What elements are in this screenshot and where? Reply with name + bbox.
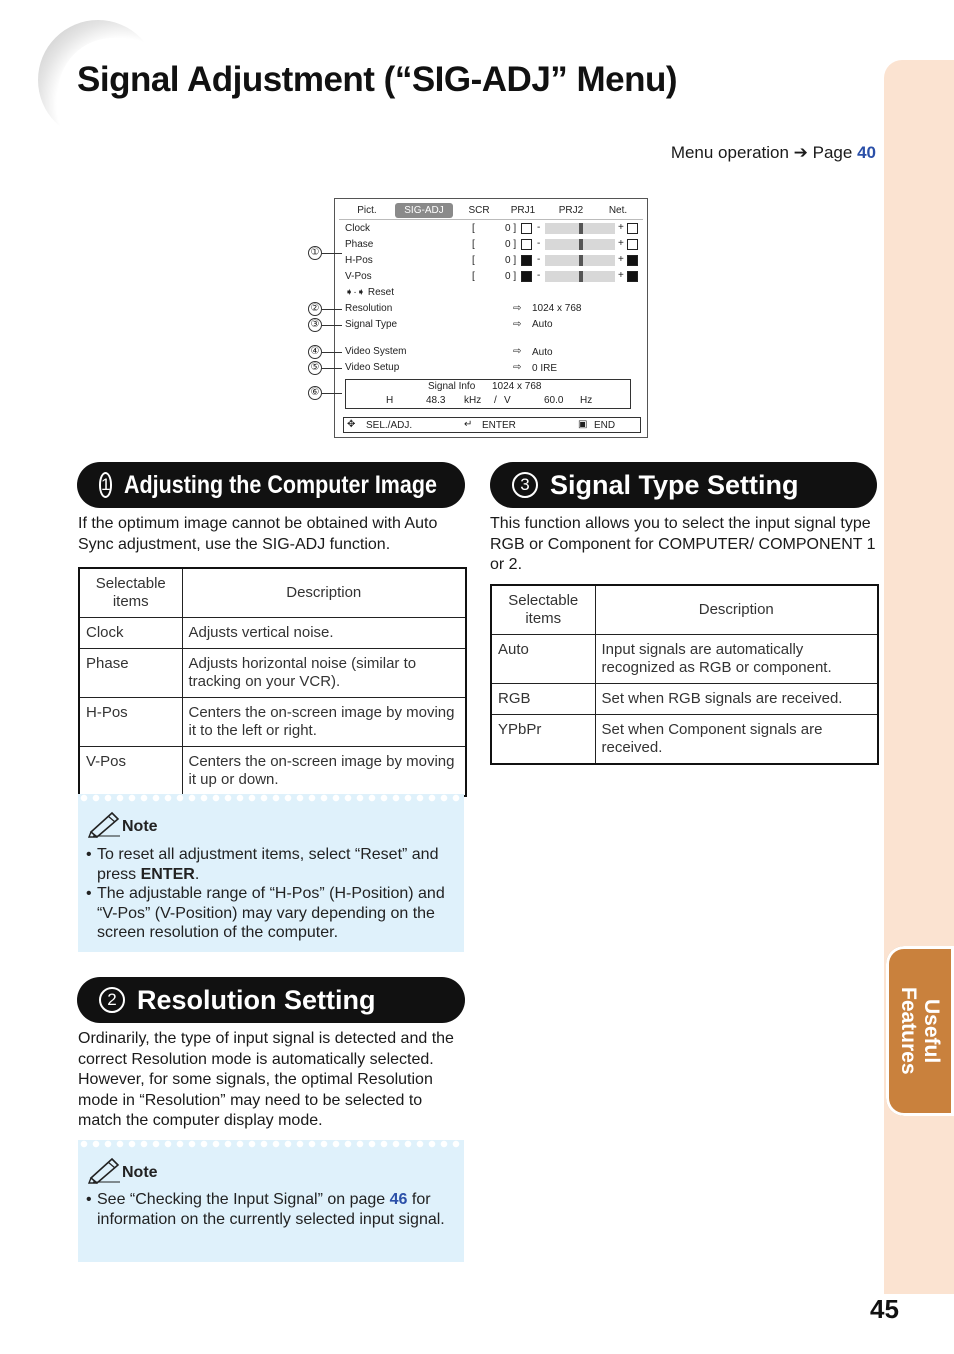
signal-info-resolution: 1024 x 768 — [492, 381, 542, 392]
osd-reset-label: Reset — [367, 287, 394, 298]
table-row — [79, 618, 466, 649]
osd-signal-type-label: Signal Type — [345, 319, 398, 330]
osd-clock-slider — [545, 223, 615, 234]
osd-signal-info-box — [345, 379, 631, 409]
callout-3-line — [322, 325, 342, 326]
signal-info-h-unit: kHz — [464, 395, 482, 406]
osd-video-system-label: Video System — [345, 346, 407, 357]
slider-knob — [579, 239, 583, 250]
table-row — [79, 649, 466, 698]
menu-operation-page-link[interactable]: 40 — [857, 143, 876, 162]
pencil-note-icon — [88, 1156, 122, 1184]
page-title: Signal Adjustment (“SIG-ADJ” Menu) — [77, 60, 678, 99]
osd-sel-adj-label: SEL./ADJ. — [366, 420, 413, 431]
vpos-icon — [521, 271, 532, 282]
osd-row-clock-label: Clock — [345, 223, 371, 234]
note-dots-decoration — [78, 1140, 464, 1148]
note-list — [86, 845, 456, 943]
osd-resolution-value: 1024 x 768 — [532, 303, 582, 314]
osd-separator — [339, 219, 643, 220]
signal-info-v: V — [504, 395, 511, 406]
callout-6: ⑥ — [308, 386, 322, 400]
section-3-number: 3 — [512, 472, 538, 498]
hpos-icon — [521, 255, 532, 266]
osd-button-guide — [343, 417, 641, 433]
osd-tab-prj1: PRJ1 — [510, 205, 536, 216]
osd-row-phase-value: 0 ] — [505, 239, 517, 250]
osd-phase-slider — [545, 239, 615, 250]
note-list — [86, 1190, 456, 1229]
note-page-link[interactable]: 46 — [389, 1191, 408, 1208]
table-cell-item: YPbPr — [491, 715, 595, 765]
right-arrow-icon: ⇨ — [513, 319, 522, 330]
osd-row-phase-label: Phase — [345, 239, 374, 250]
osd-tab-scr: SCR — [468, 205, 490, 216]
table-row — [79, 698, 466, 747]
osd-row-vpos-label: V-Pos — [345, 271, 372, 282]
note-item — [86, 1190, 456, 1229]
table-cell-item: RGB — [491, 684, 595, 715]
slider-knob — [579, 255, 583, 266]
note-item-period: . — [194, 865, 200, 883]
note-dots-decoration — [78, 794, 464, 802]
osd-row-vpos-value: 0 ] — [505, 271, 517, 282]
osd-resolution-label: Resolution — [345, 303, 393, 314]
side-tab-label-wrap — [886, 946, 954, 1116]
callout-6-line — [322, 393, 342, 394]
table-row — [491, 635, 878, 684]
callout-2: ② — [308, 302, 322, 316]
signal-info-v-unit: Hz — [580, 395, 593, 406]
osd-row-phase-bracket: [ — [472, 239, 475, 250]
minus-icon: - — [537, 222, 541, 233]
hpos-icon — [627, 255, 638, 266]
note-item-text: To reset all adjustment items, select “Reset” and press — [97, 846, 439, 883]
sig-adj-menu-screen — [334, 198, 648, 438]
minus-icon: - — [537, 270, 541, 281]
section-2-note — [78, 1140, 464, 1262]
table-cell-description: Input signals are automatically recognized as RGB or component. — [595, 635, 878, 684]
note-item — [86, 845, 456, 884]
osd-video-setup-value: 0 IRE — [532, 363, 558, 374]
callout-1: ① — [308, 246, 322, 260]
section-1-title: Adjusting the Computer Image — [124, 470, 438, 499]
table-row — [491, 684, 878, 715]
osd-row-vpos-bracket: [ — [472, 271, 475, 282]
table-cell-description: Adjusts horizontal noise (similar to tracking on your VCR). — [182, 649, 466, 698]
callout-4: ④ — [308, 345, 322, 359]
signal-info-title: Signal Info — [428, 381, 476, 392]
clock-icon — [627, 223, 638, 234]
pencil-note-icon — [88, 810, 122, 838]
cross-key-icon: ✥ — [347, 419, 356, 430]
table-cell-item: Auto — [491, 635, 595, 684]
osd-hpos-slider — [545, 255, 615, 266]
reset-arrows-icon: ➧·➧ — [345, 287, 366, 298]
note-item: • The adjustable range of “H-Pos” (H-Position) and “V-Pos” (V-Position) may vary depending on the screen resolution of the computer. — [86, 884, 456, 943]
slider-knob — [579, 223, 583, 234]
table-cell-description: Centers the on-screen image by moving it to the left or right. — [182, 698, 466, 747]
callout-3: ③ — [308, 318, 322, 332]
section-1-heading — [77, 462, 465, 508]
table-header-items: Selectable items — [491, 585, 595, 635]
slider-knob — [579, 271, 583, 282]
table-cell-description: Set when RGB signals are received. — [595, 684, 878, 715]
note-item-text: See “Checking the Input Signal” on page — [97, 1191, 390, 1208]
table-cell-description: Set when Component signals are received. — [595, 715, 878, 765]
right-arrow-icon: ⇨ — [513, 362, 522, 373]
plus-icon: + — [618, 254, 624, 265]
osd-tab-bar — [335, 203, 647, 219]
osd-tab-sig-adj: SIG-ADJ — [395, 203, 453, 218]
section-2-title: Resolution Setting — [137, 984, 376, 1015]
right-arrow-icon: ⇨ — [513, 346, 522, 357]
signal-info-h: H — [386, 395, 394, 406]
side-tab-label: Useful Features — [897, 987, 943, 1075]
section-2-number: 2 — [99, 987, 125, 1013]
table-header-row — [79, 568, 466, 618]
table-cell-description: Adjusts vertical noise. — [182, 618, 466, 649]
section-3-heading — [490, 462, 877, 508]
osd-video-system-value: Auto — [532, 347, 553, 358]
table-header-description: Description — [595, 585, 878, 635]
page-number: 45 — [870, 1294, 899, 1324]
osd-tab-net: Net. — [608, 205, 628, 216]
section-3-title: Signal Type Setting — [550, 469, 799, 500]
callout-5: ⑤ — [308, 361, 322, 375]
table-header-row — [491, 585, 878, 635]
note-title: Note — [122, 818, 158, 835]
plus-icon: + — [618, 222, 624, 233]
table-row — [491, 715, 878, 765]
osd-enter-label: ENTER — [482, 420, 516, 431]
vpos-icon — [627, 271, 638, 282]
callout-4-line — [322, 352, 342, 353]
table-cell-item: H-Pos — [79, 698, 182, 747]
plus-icon: + — [618, 270, 624, 281]
signal-info-separator: / — [494, 395, 497, 406]
clock-icon — [521, 223, 532, 234]
table-cell-item: Phase — [79, 649, 182, 698]
section-1-note — [78, 794, 464, 952]
table-cell-item: V-Pos — [79, 747, 182, 797]
note-item-enter: ENTER — [140, 865, 195, 883]
signal-info-h-value: 48.3 — [426, 395, 446, 406]
minus-icon: - — [537, 254, 541, 265]
osd-end-label: END — [594, 420, 616, 431]
enter-key-icon: ↵ — [464, 419, 473, 430]
section-1-intro: If the optimum image cannot be obtained with Auto Sync adjustment, use the SIG-ADJ function. — [78, 515, 438, 553]
osd-row-clock-bracket: [ — [472, 223, 475, 234]
table-header-description: Description — [182, 568, 466, 618]
signal-info-v-value: 60.0 — [544, 395, 564, 406]
section-2-heading — [77, 977, 465, 1023]
table-header-items: Selectable items — [79, 568, 182, 618]
menu-operation-reference — [671, 143, 876, 163]
phase-icon — [627, 239, 638, 250]
callout-1-line — [322, 253, 342, 254]
plus-icon: + — [618, 238, 624, 249]
section-2-intro: Ordinarily, the type of input signal is detected and the correct Resolution mode is automatically selected. However, for some signals, the optimal Resolution mode in “Resolution” may need to be selected to match the computer display mode. — [78, 1030, 454, 1129]
osd-reset-row — [345, 287, 394, 298]
callout-2-line — [322, 309, 342, 310]
table-cell-item: Clock — [79, 618, 182, 649]
note-title: Note — [122, 1164, 158, 1181]
section-3-table — [490, 584, 879, 765]
osd-row-hpos-bracket: [ — [472, 255, 475, 266]
osd-tab-pict: Pict. — [357, 205, 377, 216]
menu-operation-text: Menu operation ➔ Page — [670, 143, 853, 162]
section-3-intro: This function allows you to select the input signal type RGB or Component for COMPUTER/ COMPONENT 1 or 2. — [490, 515, 876, 573]
note-item-text-end: for information on the currently selected input signal. — [97, 1191, 445, 1228]
osd-video-setup-label: Video Setup — [345, 362, 400, 373]
end-key-icon: ▣ — [578, 419, 588, 430]
section-1-number: 1 — [99, 472, 112, 498]
table-cell-description: Centers the on-screen image by moving it up or down. — [182, 747, 466, 797]
osd-tab-prj2: PRJ2 — [558, 205, 584, 216]
section-1-table — [78, 567, 467, 797]
osd-row-hpos-label: H-Pos — [345, 255, 373, 266]
phase-icon — [521, 239, 532, 250]
osd-row-hpos-value: 0 ] — [505, 255, 517, 266]
minus-icon: - — [537, 238, 541, 249]
osd-row-clock-value: 0 ] — [505, 223, 517, 234]
right-arrow-icon: ⇨ — [513, 303, 522, 314]
table-row — [79, 747, 466, 797]
callout-5-line — [322, 368, 342, 369]
osd-vpos-slider — [545, 271, 615, 282]
osd-signal-type-value: Auto — [532, 319, 553, 330]
